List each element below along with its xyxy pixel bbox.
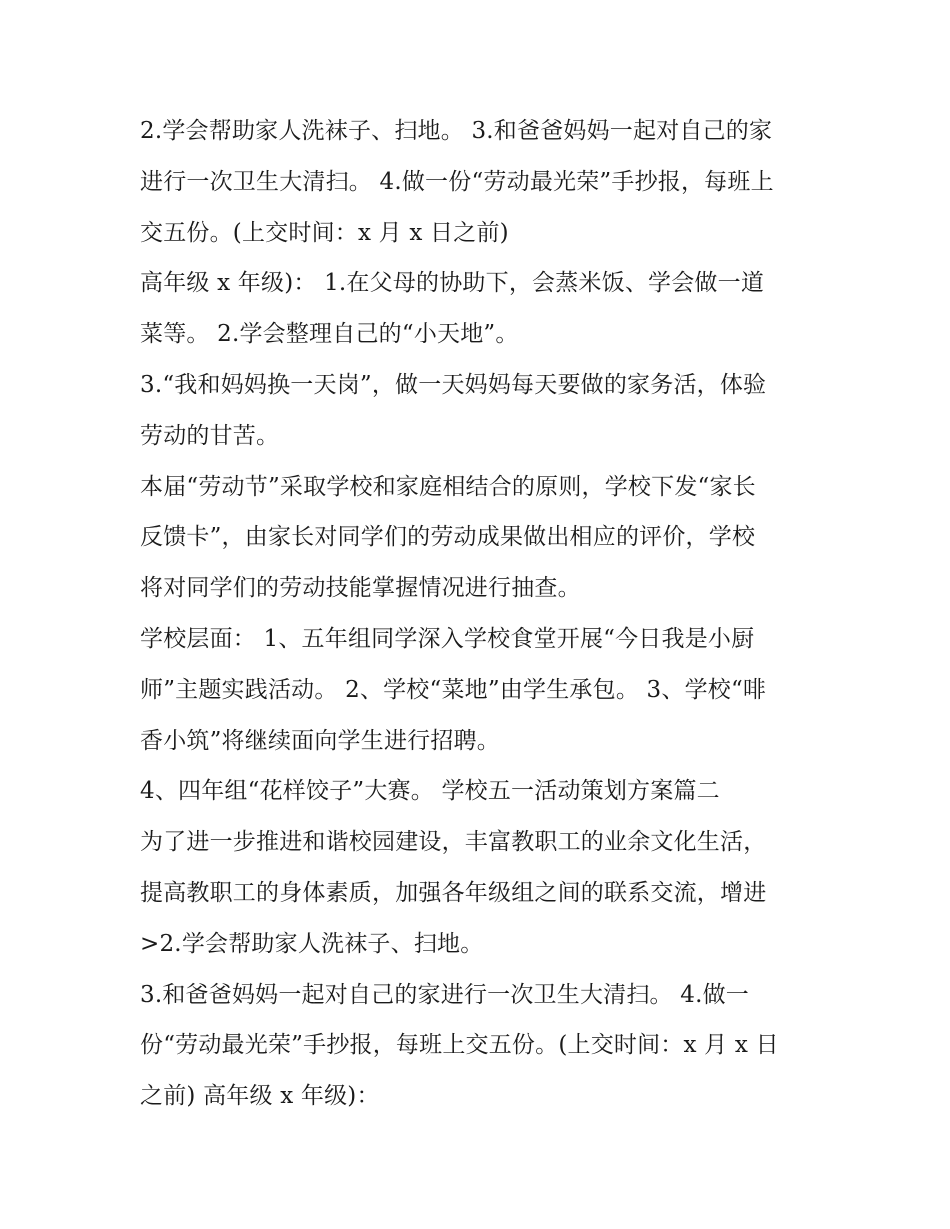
text-line: 之前) 高年级 x 年级)：: [140, 1083, 380, 1110]
text-line: 进行一次卫生大清扫。 4.做一份“劳动最光荣”手抄报，每班上: [140, 168, 774, 195]
text-line: 提高教职工的身体素质，加强各年级组之间的联系交流，增进: [140, 879, 767, 906]
text-line: 本届“劳动节”采取学校和家庭相结合的原则，学校下发“家长: [140, 473, 756, 500]
text-line: 反馈卡”，由家长对同学们的劳动成果做出相应的评价，学校: [140, 524, 756, 551]
text-line: 学校层面： 1、五年组同学深入学校食堂开展“今日我是小厨: [140, 625, 755, 652]
document-body: [140, 106, 830, 1122]
text-line: >2.学会帮助家人洗袜子、扫地。: [140, 930, 484, 957]
text-line: 为了进一步推进和谐校园建设，丰富教职工的业余文化生活，: [140, 829, 767, 856]
text-line: 交五份。(上交时间：x 月 x 日之前): [140, 219, 509, 246]
text-line: 高年级 x 年级)： 1.在父母的协助下，会蒸米饭、学会做一道: [140, 270, 765, 297]
text-line: 将对同学们的劳动技能掌握情况进行抽查。: [140, 575, 581, 602]
text-line: 3.“我和妈妈换一天岗”，做一天妈妈每天要做的家务活，体验: [140, 371, 767, 398]
text-line: 4、四年组“花样饺子”大赛。 学校五一活动策划方案篇二: [140, 778, 720, 805]
text-line: 香小筑”将继续面向学生进行招聘。: [140, 727, 500, 754]
text-line: 份“劳动最光荣”手抄报，每班上交五份。(上交时间：x 月 x 日: [140, 1032, 779, 1059]
text-line: 3.和爸爸妈妈一起对自己的家进行一次卫生大清扫。 4.做一: [140, 981, 749, 1008]
text-line: 2.学会帮助家人洗袜子、扫地。 3.和爸爸妈妈一起对自己的家: [140, 118, 773, 144]
text-line: 菜等。 2.学会整理自己的“小天地”。: [140, 321, 519, 348]
text-line: 劳动的甘苦。: [140, 422, 280, 449]
text-line: 师”主题实践活动。 2、学校“菜地”由学生承包。 3、学校“啡: [140, 676, 767, 703]
